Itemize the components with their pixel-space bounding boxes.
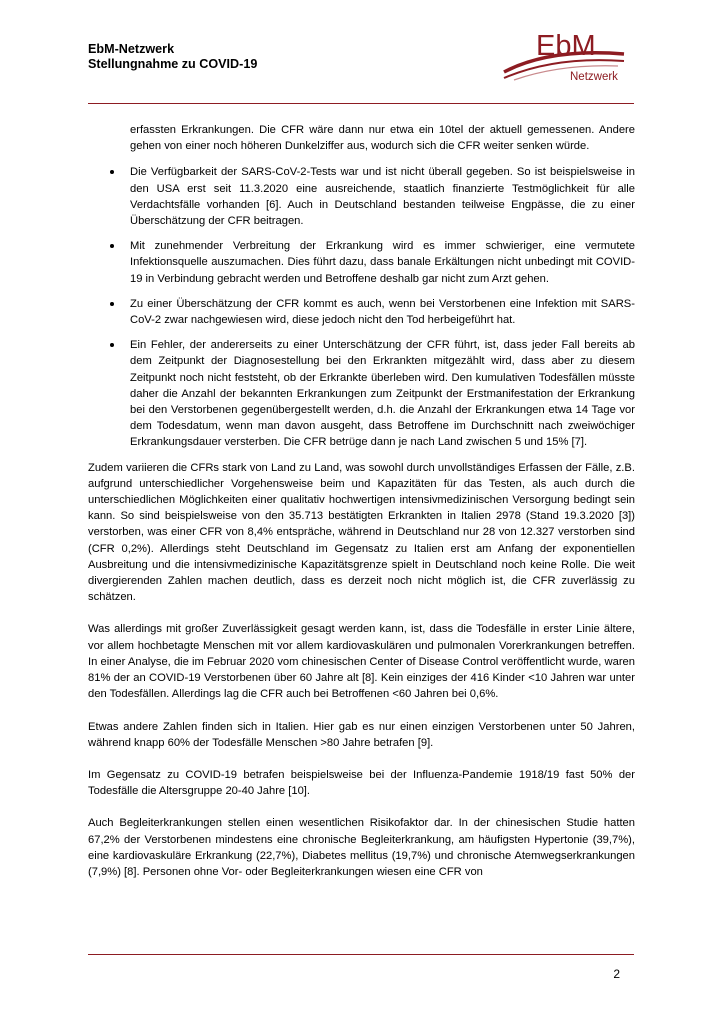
bullet-list — [88, 164, 635, 450]
bullet-dot-icon — [110, 170, 114, 174]
header-document-title: Stellungnahme zu COVID-19 — [88, 57, 258, 71]
paragraph: Zudem variieren die CFRs stark von Land zu Land, was sowohl durch unvollständiges Erfassen der Fälle, z.B. aufgrund unterschiedlicher Vorgehensweise beim und Kapazitäten für das Testen, als auch durch die unterschiedlichen Möglichkeiten einer qualitativ hochwertigen intensivmedizinischen Versorgung bedingt sein kann. So sind beispielsweise von den 35.713 bestätigten Erkrankten in Italien 2978 (Stand 19.3.2020 [3]) verstorben, was einer CFR von 8,4% entspräche, während in Deutschland nur 28 von 12.327 verstorben sind (CFR 0,2%). Allerdings steht Deutschland im Gegensatz zu Italien erst am Anfang der exponentiellen Ausbreitung und die intensivmedizinische Kapazitätsgrenze spielt in Deutschland noch keine Rolle. Die weit divergierenden Zahlen machen deutlich, dass es derzeit noch nicht möglich ist, die CFR zuverlässig zu schätzen. — [88, 461, 635, 604]
paragraph: Im Gegensatz zu COVID-19 betrafen beispielsweise bei der Influenza-Pandemie 1918/19 fast 50% der Todesfälle die Altersgruppe 20-40 Jahre [10]. — [88, 768, 635, 798]
page-number: 2 — [613, 967, 620, 981]
page-body — [88, 122, 635, 896]
bullet-dot-icon — [110, 302, 114, 306]
bullet-item: Ein Fehler, der andererseits zu einer Unterschätzung der CFR führt, ist, dass jeder Fall bereits ab dem Zeitpunkt der Diagnosestellung bei den Erkrankten mitgezählt wird, dass aber zu diesem Zeitpunkt noch nicht feststeht, ob der Erkrankte überleben wird. Den kumulativen Todesfällen müsste daher die Anzahl der bekannten Erkrankungen zum Zeitpunkt der Erstmanifestation der Erkrankung bei den Verstorbenen gegenübergestellt werden, d.h. die Anzahl der Erkrankungen etwa 14 Tage vor dem Todesdatum, wenn man davon ausgeht, dass Betroffene im Durchschnitt nach zweiwöchiger Erkrankungsdauer versterben. Die CFR betrüge dann je nach Land zwischen 5 und 15% [7]. — [88, 337, 635, 450]
continued-bullet-text: erfassten Erkrankungen. Die CFR wäre dann nur etwa ein 10tel der aktuell gemessenen. Andere gehen von einer noch höheren Dunkelziffer aus, wodurch sich die CFR weiter senken würde. — [130, 124, 635, 153]
ebm-netzwerk-logo — [500, 28, 628, 94]
header-organization: EbM-Netzwerk — [88, 42, 175, 56]
bullet-dot-icon — [110, 244, 114, 248]
bullet-item: Die Verfügbarkeit der SARS-CoV-2-Tests war und ist nicht überall gegeben. So ist beispielsweise in den USA erst seit 11.3.2020 eine ausreichende, staatlich finanzierte Testmöglichkeit für alle Verdachtsfälle vorhanden [6]. Auch in Deutschland bestanden teilweise Engpässe, die zu einer Überschätzung der CFR beitragen. — [88, 164, 635, 229]
bullet-dot-icon — [110, 343, 114, 347]
bullet-item: Zu einer Überschätzung der CFR kommt es auch, wenn bei Verstorbenen eine Infektion mit SARS-CoV-2 zwar nachgewiesen wird, diese jedoch nicht den Tod herbeigeführt hat. — [88, 296, 635, 328]
header-divider — [88, 103, 634, 104]
logo-main-text: EbM — [536, 30, 596, 62]
paragraph: Was allerdings mit großer Zuverlässigkeit gesagt werden kann, ist, dass die Todesfälle in erster Linie ältere, vor allem hochbetagte Menschen mit vor allem kardiovaskulären und pulmonalen Vorerkrankungen betreffen. In einer Analyse, die im Februar 2020 vom chinesischen Center of Disease Control veröffentlicht wurde, waren 81% der an COVID-19 Verstorbenen über 60 Jahre alt [8]. Kein einziges der 416 Kinder <10 Jahren war unter den Todesfällen. Allerdings lag die CFR auch bei Betroffenen <60 Jahren bei 0,6%. — [88, 623, 635, 701]
bullet-item: Mit zunehmender Verbreitung der Erkrankung wird es immer schwieriger, eine vermutete Infektionsquelle auszumachen. Dies führt dazu, dass banale Erkältungen nicht unbedingt mit COVID-19 in Verbindung gebracht werden und Betroffene deshalb gar nicht zum Arzt gehen. — [88, 238, 635, 287]
paragraph: Etwas andere Zahlen finden sich in Italien. Hier gab es nur einen einzigen Verstorbenen unter 50 Jahren, während knapp 60% der Todesfälle Menschen >80 Jahre betrafen [9]. — [88, 720, 635, 749]
footer-divider — [88, 954, 634, 955]
logo-sub-text: Netzwerk — [570, 71, 618, 83]
paragraph: Auch Begleiterkrankungen stellen einen wesentlichen Risikofaktor dar. In der chinesischen Studie hatten 67,2% der Verstorbenen mindestens eine chronische Begleiterkrankung, am häufigsten Hypertonie (39,7%), eine kardiovaskuläre Erkrankung (22,7%), Diabetes mellitus (19,7%) und chronische Atemwegserkrankungen (7,9%) [8]. Personen ohne Vor- oder Begleiterkrankungen wiesen eine CFR von — [88, 817, 635, 878]
document-header — [88, 42, 257, 72]
